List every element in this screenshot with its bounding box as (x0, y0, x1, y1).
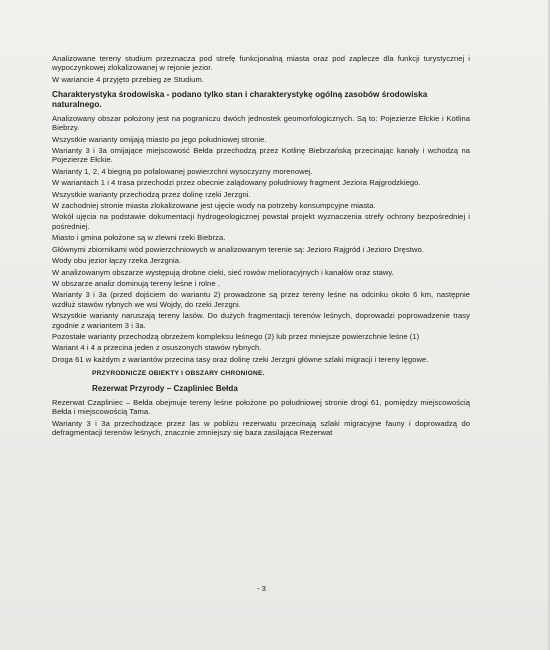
env-paragraph: Pozostałe warianty przechodzą obrzeżem kompleksu leśnego (2) lub przez mniejsze powierzchnie leśne (1) (52, 331, 420, 341)
env-paragraph: Miasto i gmina położone są w zlewni rzeki Biebrza. (52, 233, 226, 243)
reserve-title: Rezerwat Przyrody – Czapliniec Bełda (92, 383, 238, 393)
reserve-paragraph: Rezerwat Czapliniec – Bełda obejmuje tereny leśne położone po południowej stronie drogi 61, pomiędzy miejscowością Bełda i miejscowością Tama. (52, 397, 470, 417)
section-heading: Charakterystyka środowiska - podano tylko stan i charakterystykę ogólną zasobów środowiska naturalnego. (52, 90, 428, 110)
env-paragraph: Warianty 1, 2, 4 biegną po pofalowanej powierzchni wysoczyzny morenowej. (52, 166, 313, 176)
env-paragraph: W analizowanym obszarze występują drobne cieki, sieć rowów melioracyjnych i kanałów oraz stawy. (52, 267, 394, 277)
env-paragraph: Wszystkie warianty naruszają tereny lasów. Do dużych fragmentacji terenów leśnych, doprowadzi poprowadzenie trasy zgodnie z wariantem 3 i 3a. (52, 311, 470, 330)
env-paragraph: Wszystkie warianty omijają miasto po jego południowej stronie. (52, 134, 267, 144)
protected-areas-subheading: PRZYRODNICZE OBIEKTY I OBSZARY CHRONIONE. (92, 370, 265, 378)
env-paragraph: Wariant 4 i 4 a przecina jeden z osuszonych stawów rybnych. (52, 343, 262, 353)
env-paragraph: W wariantach 1 i 4 trasa przechodzi przez obecnie zalądowany południowy fragment Jeziora Rajgrodzkiego. (52, 178, 421, 188)
env-paragraph: W obszarze analiz dominują tereny leśne i rolne . (52, 278, 220, 288)
intro-paragraph-2: W wariancie 4 przyjęto przebieg ze Studium. (52, 74, 204, 84)
env-paragraph: Analizowany obszar położony jest na pograniczu dwóch jednostek geomorfologicznych. Są to: Pojezierze Ełckie i Kotlina Biebrzy. (52, 113, 470, 133)
env-paragraph: Wszystkie warianty przechodzą przez dolinę rzeki Jerzgni. (52, 189, 251, 199)
env-paragraph: W zachodniej stronie miasta zlokalizowane jest ujęcie wody na potrzeby konsumpcyjne miasta. (52, 201, 376, 211)
env-paragraph: Droga 61 w każdym z wariantów przecina tasy oraz dolinę rzeki Jerzgni główne szlaki migracji i tereny lęgowe. (52, 354, 429, 364)
env-paragraph: Warianty 3 i 3a (przed dojściem do wariantu 2) prowadzone są przez tereny leśne na odcinku około 6 km, następnie wzdłuż stawów rybnych we wsi Wojdy, do rzeki Jerzgni. (52, 290, 470, 309)
intro-paragraph-1: Analizowane tereny studium przeznacza pod strefę funkcjonalną miasta oraz pod zaplecze dla funkcji turystycznej i wypoczynkowej zlokalizowanej w rejonie jezior. (52, 54, 470, 73)
env-paragraph: Wody obu jezior łączy rzeka Jerzgnia. (52, 256, 182, 266)
document-body (52, 54, 470, 442)
env-paragraph: Głównymi zbiornikami wód powierzchniowych w analizowanym terenie są: Jezioro Rajgród i Jezioro Dręstwo. (52, 244, 424, 254)
page-number: - 3 (257, 584, 266, 593)
reserve-paragraph: Warianty 3 i 3a przechodzące przez las w pobliżu rezerwatu przecinają szlaki migracyjne fauny i doprowadzą do defragmentacji terenów leśnych, znacznie zmniejszy się baza zasilająca Rezerwat (52, 418, 470, 438)
env-paragraph: Wokół ujęcia na podstawie dokumentacji hydrogeologicznej powstał projekt wyznaczenia strefy ochrony bezpośredniej i pośredniej. (52, 212, 470, 231)
env-paragraph: Warianty 3 i 3a omijające miejscowość Bełda przechodzą przez Kotlinę Biebrzańską przecinając kanały i wchodzą na Pojezierze Ełckie. (52, 146, 470, 165)
